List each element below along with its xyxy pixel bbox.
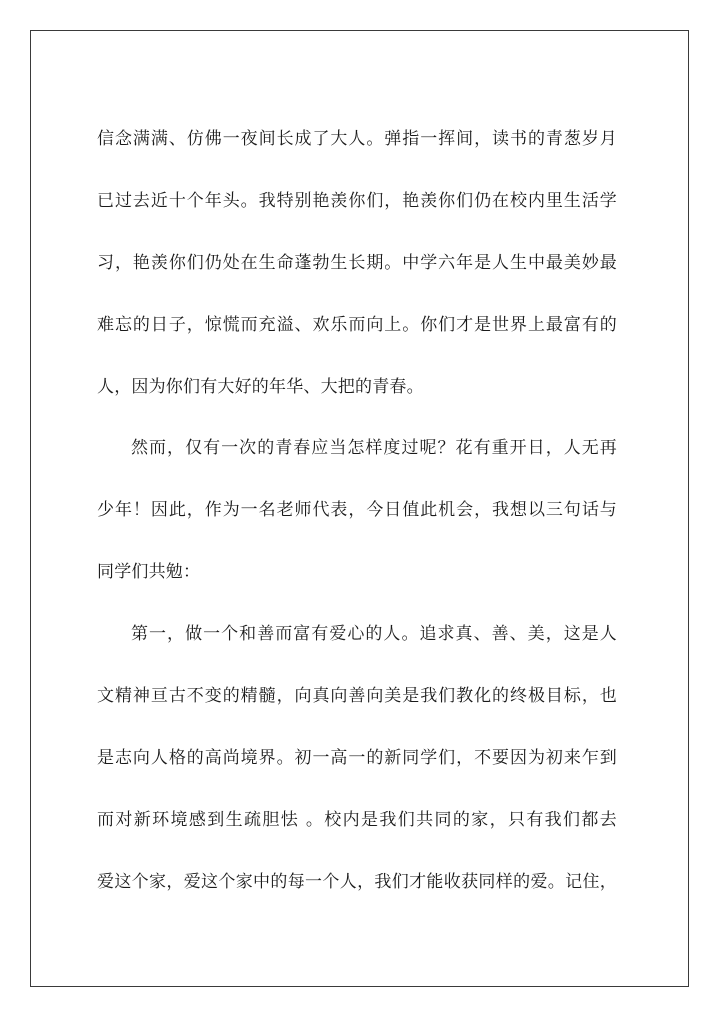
text-line-13: 爱这个家，爱这个家中的每一个人，我们才能收获同样的爱。记住， [97,871,617,892]
body-text [97,126,617,931]
text-line-7: 少年！因此，作为一名老师代表，今日值此机会，我想以三句话与 [97,500,617,521]
text-line-9: 第一，做一个和善而富有爱心的人。追求真、善、美，这是人 [131,624,617,645]
text-line-4: 难忘的日子，惊慌而充溢、欢乐而向上。你们才是世界上最富有的 [97,314,617,335]
text-line-2: 已过去近十个年头。我特别艳羡你们，艳羡你们仍在校内里生活学 [97,190,617,211]
text-line-12: 而对新环境感到生疏胆怯 。校内是我们共同的家，只有我们都去 [97,809,617,830]
text-line-8: 同学们共勉： [97,562,201,583]
text-line-3: 习，艳羡你们仍处在生命蓬勃生长期。中学六年是人生中最美妙最 [97,252,617,273]
text-line-6: 然而，仅有一次的青春应当怎样度过呢？花有重开日，人无再 [131,438,617,459]
text-line-5: 人，因为你们有大好的年华、大把的青春。 [97,376,424,397]
text-line-11: 是志向人格的高尚境界。初一高一的新同学们，不要因为初来乍到 [97,747,617,768]
text-line-1: 信念满满、仿佛一夜间长成了大人。弹指一挥间，读书的青葱岁月 [97,129,617,149]
text-line-10: 文精神亘古不变的精髓，向真向善向美是我们教化的终极目标，也 [97,686,617,707]
